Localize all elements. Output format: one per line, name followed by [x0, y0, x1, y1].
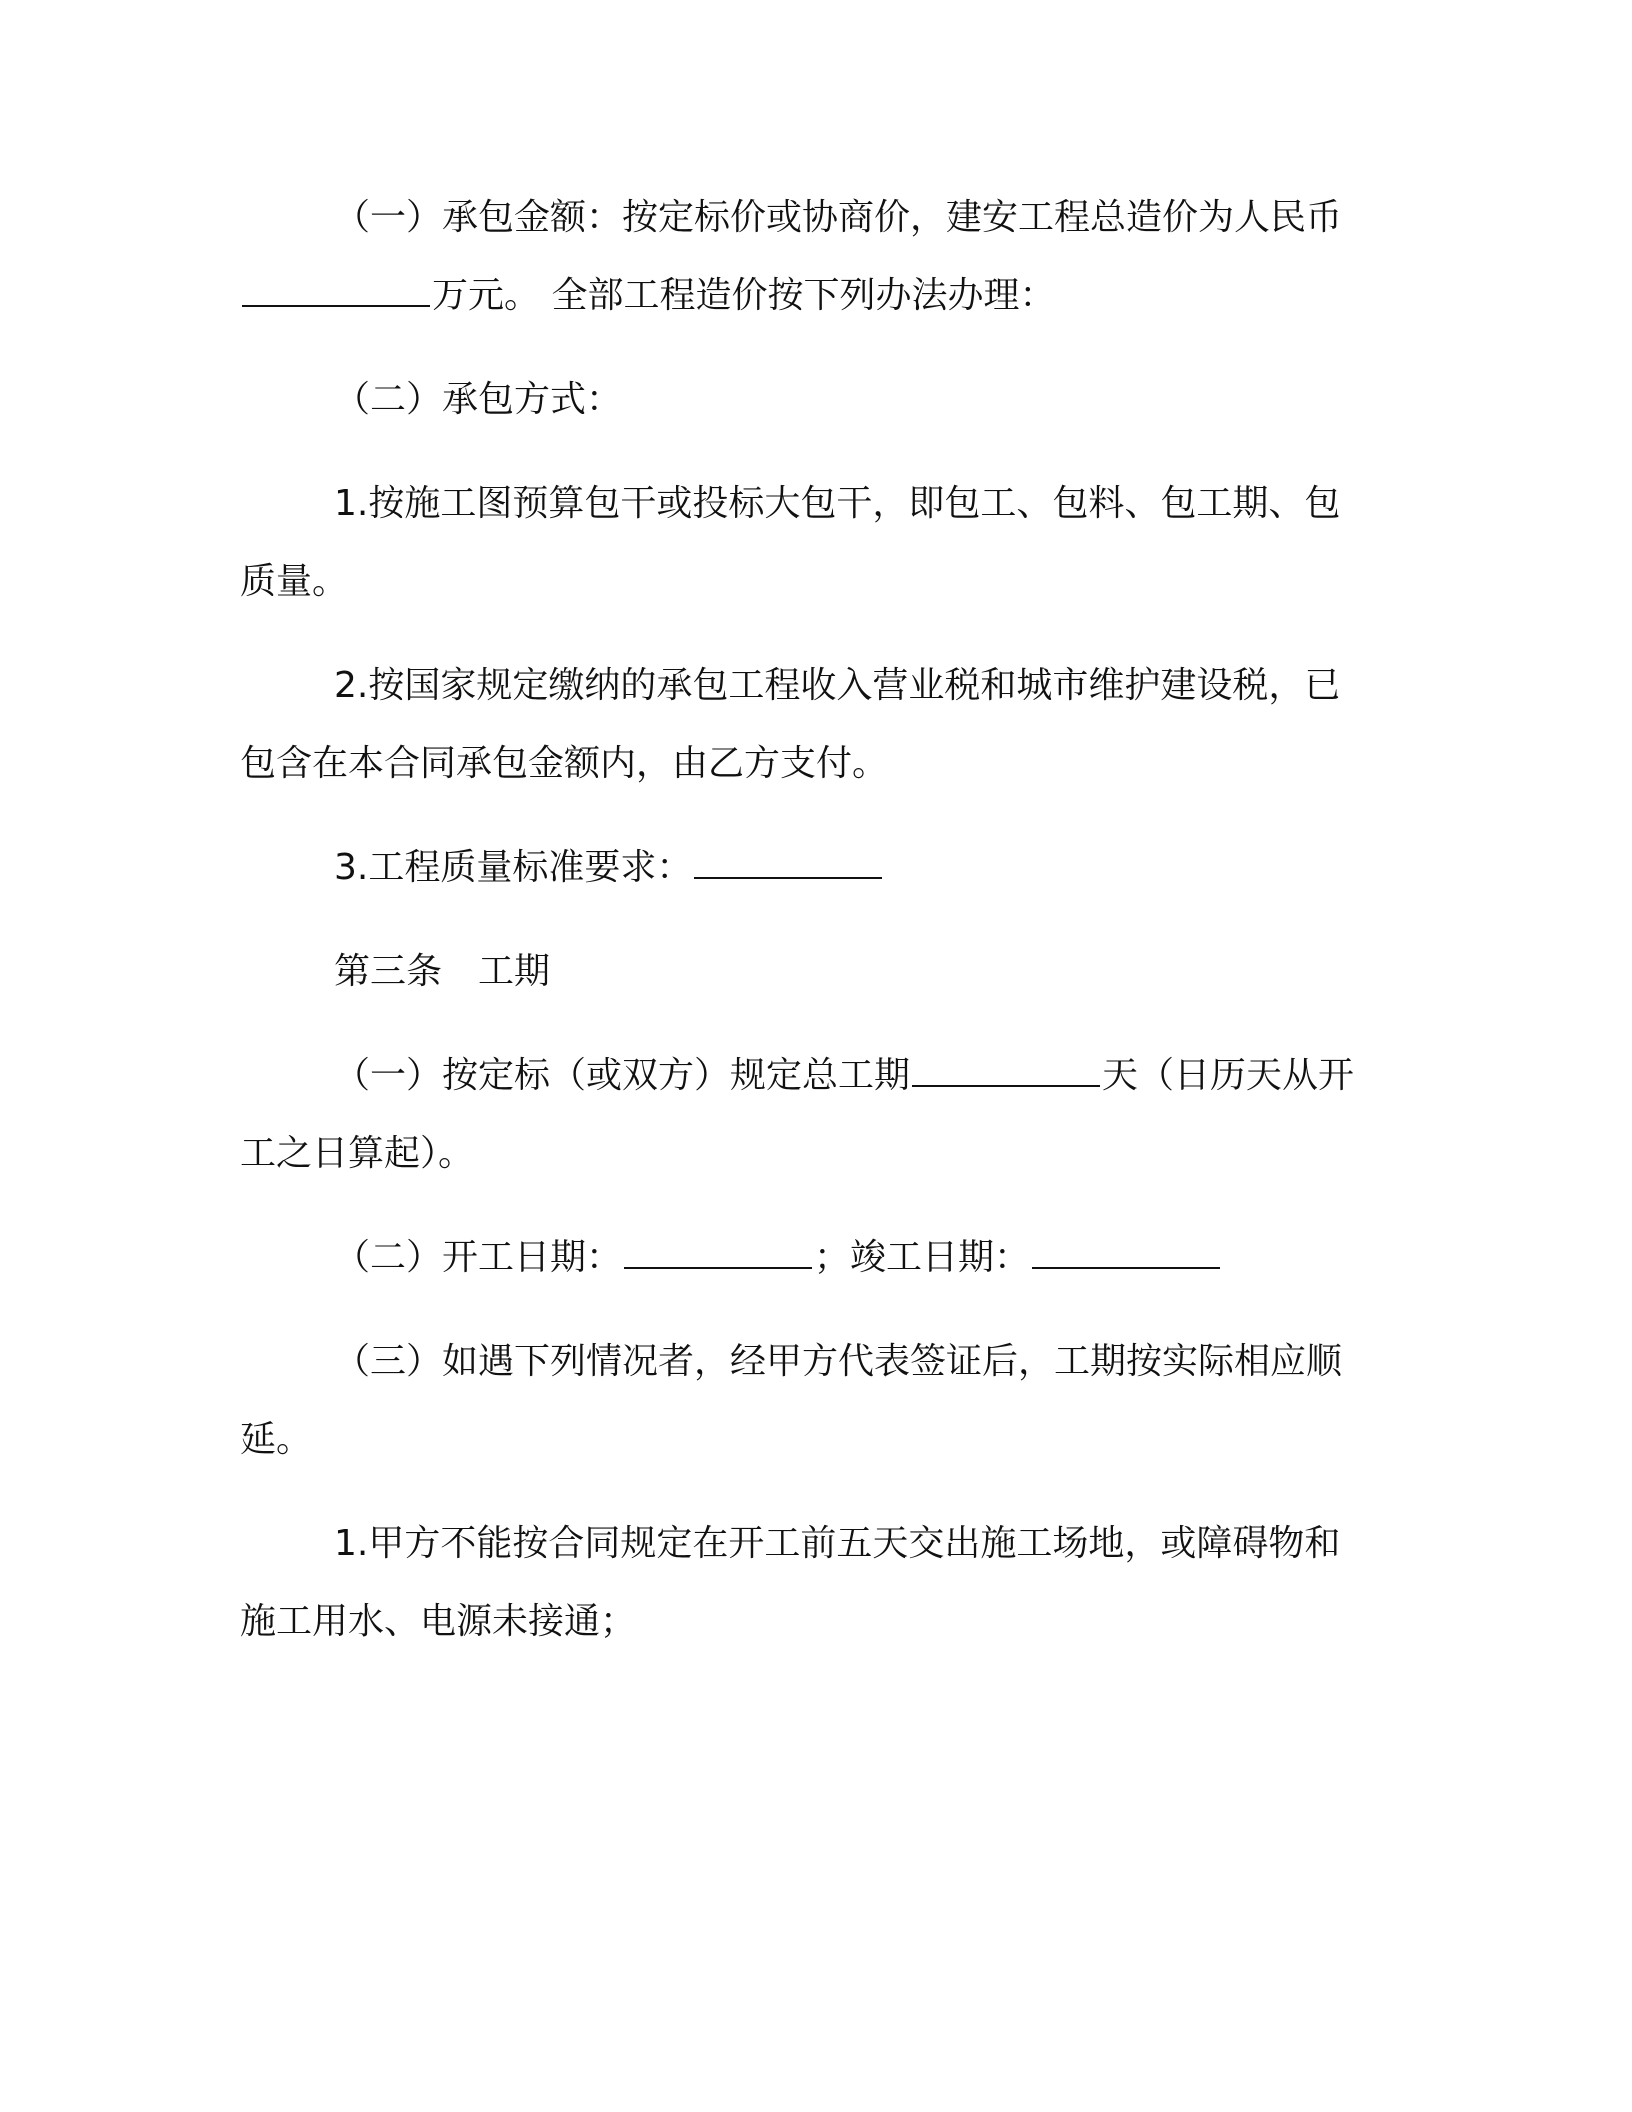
- text-span: 质量。: [240, 561, 349, 602]
- paragraph-item-2-line2: [240, 742, 1390, 786]
- paragraph-total-period-line2: [240, 1132, 1390, 1176]
- text-span: 施工用水、电源未接通；: [240, 1601, 637, 1642]
- paragraph-contract-method: [334, 378, 1484, 422]
- fill-in-blank: [242, 277, 430, 307]
- paragraph-condition-1-line2: [240, 1600, 1390, 1644]
- text-span: ；竣工日期：: [814, 1237, 1031, 1278]
- text-span: （二）承包方式：: [334, 379, 623, 420]
- paragraph-quality-standard: [334, 846, 1484, 890]
- text-span: 第三条 工期: [334, 951, 551, 992]
- text-span: 天（日历天从开: [1102, 1055, 1355, 1096]
- fill-in-blank: [624, 1239, 812, 1269]
- paragraph-extension-line1: [334, 1340, 1484, 1384]
- text-span: 1.甲方不能按合同规定在开工前五天交出施工场地，或障碍物和: [334, 1523, 1341, 1564]
- fill-in-blank: [1032, 1239, 1220, 1269]
- text-span: 1.按施工图预算包干或投标大包干，即包工、包料、包工期、包: [334, 483, 1341, 524]
- paragraph-item-1-line1: [334, 482, 1484, 526]
- text-span: 包含在本合同承包金额内，由乙方支付。: [240, 743, 889, 784]
- paragraph-contract-amount-line2: [240, 274, 1390, 318]
- fill-in-blank: [912, 1057, 1100, 1087]
- fill-in-blank: [694, 849, 882, 879]
- paragraph-item-1-line2: [240, 560, 1390, 604]
- text-span: 2.按国家规定缴纳的承包工程收入营业税和城市维护建设税，已: [334, 665, 1341, 706]
- paragraph-dates: [334, 1236, 1484, 1280]
- text-span: （二）开工日期：: [334, 1237, 623, 1278]
- text-span: 万元。 全部工程造价按下列办法办理：: [432, 275, 1056, 316]
- text-span: 延。: [240, 1419, 313, 1460]
- text-span: （三）如遇下列情况者，经甲方代表签证后，工期按实际相应顺: [334, 1341, 1343, 1382]
- text-span: 3.工程质量标准要求：: [334, 847, 693, 888]
- paragraph-extension-line2: [240, 1418, 1390, 1462]
- paragraph-contract-amount-line1: [334, 196, 1484, 240]
- text-span: （一）承包金额：按定标价或协商价，建安工程总造价为人民币: [334, 197, 1343, 238]
- text-span: （一）按定标（或双方）规定总工期: [334, 1055, 911, 1096]
- paragraph-condition-1-line1: [334, 1522, 1484, 1566]
- paragraph-item-2-line1: [334, 664, 1484, 708]
- section-heading-article-3: [334, 950, 1484, 994]
- paragraph-total-period-line1: [334, 1054, 1484, 1098]
- text-span: 工之日算起）。: [240, 1133, 475, 1174]
